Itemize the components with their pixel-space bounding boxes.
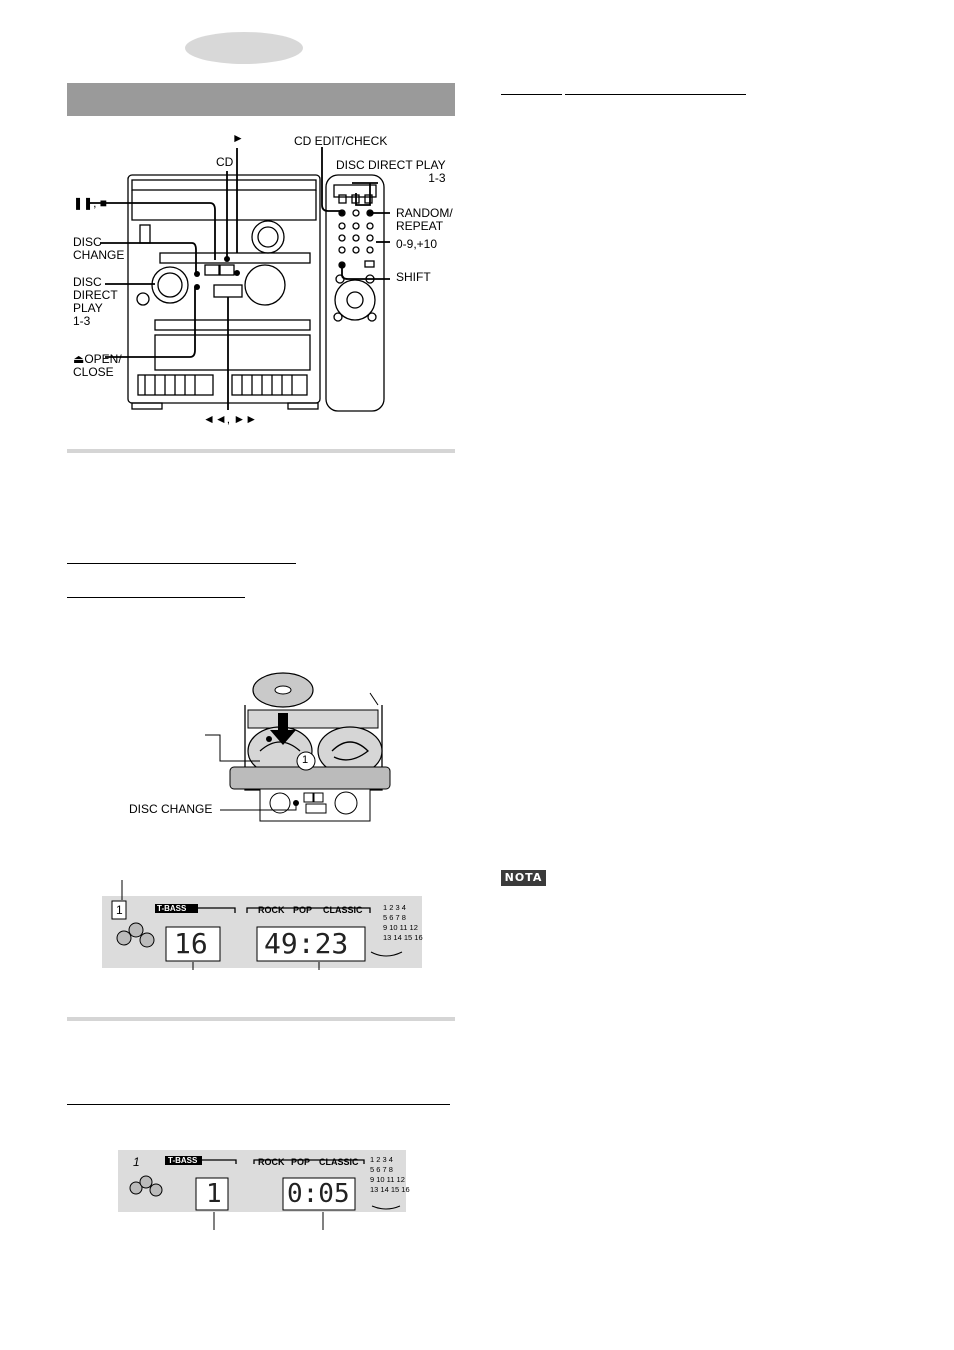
display2-pop: POP — [291, 1157, 311, 1167]
display1-track: 16 — [174, 927, 208, 960]
section-rule-2 — [67, 1017, 455, 1021]
label-numbers: 0-9,+10 — [396, 237, 438, 251]
left-underline-3 — [67, 1104, 450, 1105]
display2-calendar — [370, 1155, 410, 1195]
display2-rock: ROCK — [258, 1157, 285, 1167]
label-disc-change-tray: DISC CHANGE — [129, 802, 213, 816]
calendar-row: 9 10 11 12 — [370, 1175, 405, 1184]
left-underline-1 — [67, 563, 296, 564]
label-disc-change: DISC CHANGE — [73, 235, 125, 262]
disc-tray-diagram — [120, 665, 400, 825]
label-cd: CD — [216, 155, 234, 169]
display2-time: 0:05 — [287, 1179, 350, 1209]
display1-calendar — [383, 903, 423, 943]
display2-track: 1 — [206, 1179, 222, 1209]
label-cd-edit-check: CD EDIT/CHECK — [294, 134, 388, 148]
lcd-display-1 — [102, 880, 424, 970]
tray-number-label: 1 — [302, 754, 309, 766]
label-rewind-ff: ◄◄, ►► — [203, 412, 258, 426]
calendar-row: 13 14 15 16 — [383, 933, 423, 942]
label-disc-direct-play-unit: DISC DIRECT PLAY 1-3 — [73, 275, 118, 328]
section-rule-1 — [67, 449, 455, 453]
calendar-row: 1 2 3 4 — [383, 903, 406, 912]
display2-tbass: T-BASS — [168, 1156, 198, 1165]
calendar-row: 5 6 7 8 — [370, 1165, 393, 1174]
stereo-unit — [128, 175, 320, 409]
left-underline-2 — [67, 597, 245, 598]
page-header-oval — [185, 32, 303, 64]
display1-time: 49:23 — [264, 927, 349, 960]
label-random-repeat: RANDOM/ REPEAT — [396, 206, 453, 233]
display1-rock: ROCK — [258, 905, 285, 915]
calendar-row: 1 2 3 4 — [370, 1155, 393, 1164]
calendar-row: 9 10 11 12 — [383, 923, 418, 932]
label-disc-direct-play-remote: DISC DIRECT PLAY 1-3 — [336, 158, 446, 185]
right-heading-underline-b — [565, 94, 746, 95]
display1-tbass: T-BASS — [157, 904, 187, 913]
note-badge: NOTA — [501, 870, 546, 886]
display1-disc-num: 1 — [116, 903, 123, 917]
display2-disc-num: 1 — [133, 1155, 140, 1169]
label-pause-stop: ❚❚, ■ — [73, 196, 108, 210]
label-open-close: ⏏OPEN/ CLOSE — [73, 352, 122, 379]
calendar-row: 13 14 15 16 — [370, 1185, 410, 1194]
calendar-row: 5 6 7 8 — [383, 913, 406, 922]
label-play-symbol: ► — [232, 131, 244, 145]
display2-classic: CLASSIC — [319, 1157, 359, 1167]
section-title-bar — [67, 83, 455, 116]
display1-pop: POP — [293, 905, 313, 915]
display1-classic: CLASSIC — [323, 905, 363, 915]
label-shift: SHIFT — [396, 270, 431, 284]
right-heading-underline-a — [501, 94, 562, 95]
